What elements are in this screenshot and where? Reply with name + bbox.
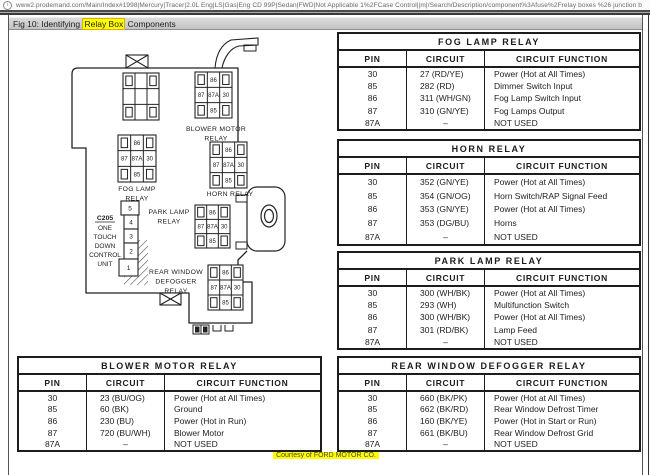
pin-cell: 87 [339,216,407,230]
column-header: CIRCUIT FUNCTION [485,375,639,392]
svg-text:87A: 87A [220,285,231,292]
svg-text:86: 86 [222,270,229,277]
connector-label-line: TOUCH [93,234,117,241]
circuit-cell: 354 (GN/OG) [407,189,485,203]
svg-text:87: 87 [210,285,218,292]
pin-cell: 30 [19,392,87,404]
svg-text:87: 87 [197,224,205,231]
socket-label: DEFOGGER [155,278,197,286]
svg-text:87A: 87A [223,163,234,170]
function-cell: Power (Hot at All Times) [494,288,586,299]
connector-pin-number: 1 [126,264,131,272]
column-header: CIRCUIT [407,375,485,392]
column-header: PIN [339,51,407,68]
svg-text:87A: 87A [208,93,219,100]
circuit-cell: 353 (DG/BU) [407,216,485,230]
function-cell: Rear Window Defrost Timer [494,404,599,415]
function-cell: Ground [174,404,203,415]
column-header: CIRCUIT [407,51,485,68]
pin-cell: 85 [339,404,407,416]
function-cell: Lamp Feed [494,324,537,335]
table-title: BLOWER MOTOR RELAY [19,358,320,375]
svg-text:87A: 87A [207,224,218,231]
relay-table-fog-lamp-relay [337,32,641,131]
column-header: CIRCUIT [407,158,485,175]
function-cell: Power (Hot at All Times) [494,312,586,323]
circuit-cell: 310 (GN/YE) [407,105,485,117]
bracket-arm [215,38,258,68]
function-cell: Horn Switch/RAP Signal Feed [494,190,608,201]
relay-table-blower-motor-relay [17,356,322,452]
connector-pin-number: 5 [128,205,132,213]
circuit-cell: 301 (RD/BK) [407,324,485,336]
svg-text:30: 30 [237,163,245,170]
function-cell: NOT USED [494,232,538,243]
svg-text:87A: 87A [131,156,143,163]
function-cell: Dimmer Switch Input [494,81,573,92]
column-header: CIRCUIT [87,375,165,392]
function-cell: Rear Window Defrost Grid [494,427,594,438]
function-cell: Horns [494,218,517,229]
circuit-cell: – [407,117,485,129]
function-cell: Multifunction Switch [494,300,570,311]
connector-pin-number: 4 [129,219,133,227]
column-header: CIRCUIT FUNCTION [485,158,639,175]
pin-cell: 87A [339,230,407,244]
column-header: PIN [339,158,407,175]
svg-text:87: 87 [120,156,128,163]
relay-table-park-lamp-relay [337,251,641,350]
connector-label-line: ONE [97,225,113,232]
svg-text:30: 30 [233,285,241,292]
pin-cell: 87 [339,105,407,117]
pin-cell: 85 [339,189,407,203]
circuit-cell: – [407,438,485,450]
circuit-cell: 27 (RD/YE) [407,68,485,80]
svg-text:86: 86 [133,141,141,148]
table-title: REAR WINDOW DEFOGGER RELAY [339,358,639,375]
socket-label: RELAY [125,195,149,203]
circuit-cell: – [407,230,485,244]
pin-cell: 85 [339,299,407,311]
pin-cell: 30 [339,392,407,404]
circuit-cell: 60 (BK) [87,404,165,416]
pin-cell: 87A [339,438,407,450]
svg-text:85: 85 [209,239,216,246]
pin-cell: 30 [339,175,407,189]
figure-title-suffix: Components [125,19,176,29]
pin-cell: 85 [339,80,407,92]
function-cell: Blower Motor [174,427,225,438]
connector-feet [193,325,233,334]
svg-text:87: 87 [212,163,220,170]
function-cell: Fog Lamp Switch Input [494,93,581,104]
table-title: PARK LAMP RELAY [339,253,639,270]
circuit-cell: 353 (GN/YE) [407,203,485,217]
pin-cell: 30 [339,68,407,80]
browser-url-bar[interactable] [0,0,650,10]
pin-cell: 87 [339,324,407,336]
pin-cell: 86 [339,92,407,104]
svg-text:85: 85 [133,172,141,179]
circuit-cell: 300 (WH/BK) [407,311,485,323]
function-cell: NOT USED [494,117,538,128]
figure-title-bar [9,17,642,30]
table-title: FOG LAMP RELAY [339,34,639,51]
relay-table-rear-window-defogger-relay [337,356,641,452]
pin-cell: 86 [19,415,87,427]
svg-text:30: 30 [220,224,228,231]
circuit-cell: 662 (BK/RD) [407,404,485,416]
connector-pin-number: 2 [129,248,133,256]
connector-pin-number: 3 [129,233,133,241]
socket-label: REAR WINDOW [149,269,203,276]
function-cell: Fog Lamps Output [494,105,565,116]
info-icon[interactable]: i [3,1,12,10]
pin-cell: 85 [19,404,87,416]
window-edge [648,15,649,475]
horn-relay-socket [207,142,254,198]
circuit-cell: 230 (BU) [87,415,165,427]
connector-label-line: UNIT [97,261,113,268]
figure-title-prefix: Fig 10: Identifying [13,19,83,29]
courtesy-note: Courtesy of FORD MOTOR CO. [8,452,644,459]
pin-cell: 87A [19,438,87,450]
circuit-cell: 160 (BK/YE) [407,415,485,427]
connector-id: C205 [96,215,114,222]
circuit-cell: 282 (RD) [407,80,485,92]
function-cell: Power (Hot at All Times) [494,204,586,215]
function-cell: NOT USED [494,439,538,450]
circuit-cell: 293 (WH) [407,299,485,311]
svg-text:86: 86 [209,210,216,217]
relay-table-horn-relay [337,139,641,246]
mounting-ear-hole [261,205,277,227]
svg-text:85: 85 [222,300,229,307]
function-cell: Power (Hot at All Times) [174,392,266,403]
pin-cell: 87A [339,117,407,129]
circuit-cell: 300 (WH/BK) [407,287,485,299]
circuit-cell: 661 (BK/BU) [407,427,485,439]
fog-lamp-relay-socket [118,135,156,203]
circuit-cell: 311 (WH/GN) [407,92,485,104]
function-cell: Power (Hot at All Times) [494,69,586,80]
column-header: PIN [339,270,407,287]
circuit-cell: 352 (GN/YE) [407,175,485,189]
svg-text:86: 86 [225,147,232,154]
svg-text:86: 86 [210,77,217,84]
table-title: HORN RELAY [339,141,639,158]
socket-label: RELAY [164,288,188,295]
unlabeled-relay-socket [123,73,159,120]
socket-label: BLOWER MOTOR [185,126,247,133]
function-cell: Power (Hot at All Times) [494,176,586,187]
svg-text:87: 87 [197,93,205,100]
function-cell: NOT USED [174,439,218,450]
socket-label: PARK LAMP [148,209,190,216]
circuit-cell: – [407,336,485,348]
pin-cell: 87 [339,427,407,439]
column-header: CIRCUIT FUNCTION [485,270,639,287]
c205-connector [89,201,139,276]
connector-label-line: DOWN [94,243,116,250]
column-header: PIN [19,375,87,392]
pin-cell: 86 [339,311,407,323]
x-box-top [126,55,148,68]
circuit-cell: 23 (BU/OG) [87,392,165,404]
svg-text:85: 85 [210,108,217,115]
url-text[interactable]: www2.prodemand.com/Main/Index#1998|Mercury|Tracer|2.0L Eng|LS|Gas|Eng CD 99P|Sedan|FWD|Not Applicable 1%2FCase Control||m|/Search/Description/component%3Afuse%2Frelay boxes %26 junction b [16,1,642,9]
column-header: CIRCUIT [407,270,485,287]
pin-cell: 86 [339,415,407,427]
connector-label-line: CONTROL [89,252,121,259]
function-cell: NOT USED [494,336,538,347]
blower-motor-relay-socket [186,72,246,143]
svg-text:30: 30 [222,93,230,100]
column-header: PIN [339,375,407,392]
function-cell: Power (Hot at All Times) [494,392,586,403]
pin-cell: 30 [339,287,407,299]
column-header: CIRCUIT FUNCTION [165,375,320,392]
relay-box-diagram [10,30,340,352]
socket-label: FOG LAMP [118,186,156,193]
figure-title-highlight: Relay Box [84,19,124,29]
pin-cell: 87 [19,427,87,439]
socket-label: HORN RELAY [206,191,254,198]
pin-cell: 86 [339,203,407,217]
column-header: CIRCUIT FUNCTION [485,51,639,68]
pin-cell: 87A [339,336,407,348]
circuit-cell: – [87,438,165,450]
function-cell: Power (Hot in Run) [174,415,247,426]
park-lamp-relay-socket [148,205,230,248]
socket-label: RELAY [204,135,228,143]
socket-label: RELAY [157,218,181,226]
circuit-cell: 720 (BU/WH) [87,427,165,439]
circuit-cell: 660 (BK/PK) [407,392,485,404]
svg-text:30: 30 [146,156,154,163]
function-cell: Power (Hot in Start or Run) [494,415,597,426]
svg-text:85: 85 [225,178,232,185]
